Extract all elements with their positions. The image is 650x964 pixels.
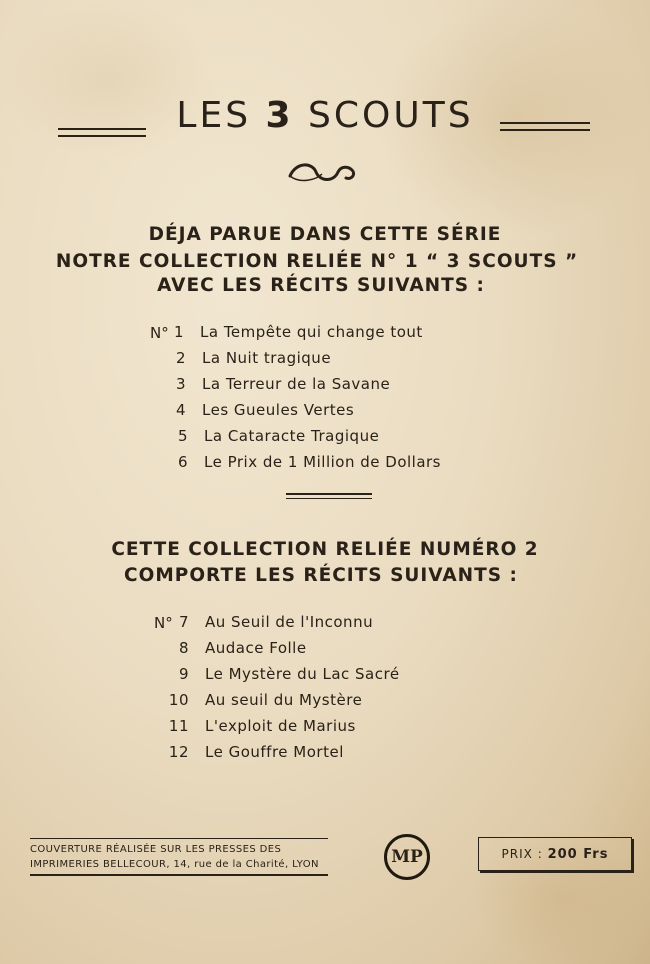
section2-heading-1: CETTE COLLECTION RELIÉE NUMÉRO 2: [111, 539, 539, 560]
title-number: 3: [265, 95, 294, 136]
list-item: 1 La Tempête qui change tout: [173, 323, 423, 341]
section1-heading-1: DÉJA PARUE DANS CETTE SÉRIE: [148, 224, 502, 245]
footer-rule-bottom: [30, 874, 328, 876]
title-prefix: LES: [176, 95, 252, 136]
page-title: [0, 95, 650, 136]
section1-heading-2: NOTRE COLLECTION RELIÉE N° 1 “ 3 SCOUTS ”: [55, 251, 579, 272]
list-item: 6 Le Prix de 1 Million de Dollars: [177, 453, 441, 471]
footer-rule-top: [30, 838, 328, 839]
section-divider: [286, 493, 372, 499]
section2-number-prefix: N°: [154, 614, 173, 632]
price-label: PRIX :: [501, 847, 543, 861]
list-item: 4 Les Gueules Vertes: [175, 401, 355, 419]
list-item: 8 Audace Folle: [178, 639, 307, 657]
printer-credit-line-1: COUVERTURE RÉALISÉE SUR LES PRESSES DES: [30, 844, 282, 855]
section1-number-prefix: N°: [150, 324, 169, 342]
flourish-ornament: [286, 158, 362, 186]
list-item: 2 La Nuit tragique: [175, 349, 332, 367]
printer-credit-line-2: IMPRIMERIES BELLECOUR, 14, rue de la Charité, LYON: [30, 859, 319, 870]
publisher-logo: MP: [384, 834, 430, 880]
list-item: 9 Le Mystère du Lac Sacré: [178, 665, 400, 683]
list-item: 10 Au seuil du Mystère: [168, 691, 363, 709]
section1-heading-3: AVEC LES RÉCITS SUIVANTS :: [157, 275, 485, 296]
list-item: 5 La Cataracte Tragique: [177, 427, 380, 445]
list-item: 11 L'exploit de Marius: [168, 717, 356, 735]
price-box: [478, 837, 632, 871]
list-item: 3 La Terreur de la Savane: [175, 375, 391, 393]
price-value: 200 Frs: [547, 847, 609, 862]
title-suffix: SCOUTS: [308, 95, 474, 136]
list-item: 7 Au Seuil de l'Inconnu: [178, 613, 374, 631]
list-item: 12 Le Gouffre Mortel: [168, 743, 344, 761]
section2-heading-2: COMPORTE LES RÉCITS SUIVANTS :: [124, 565, 518, 586]
